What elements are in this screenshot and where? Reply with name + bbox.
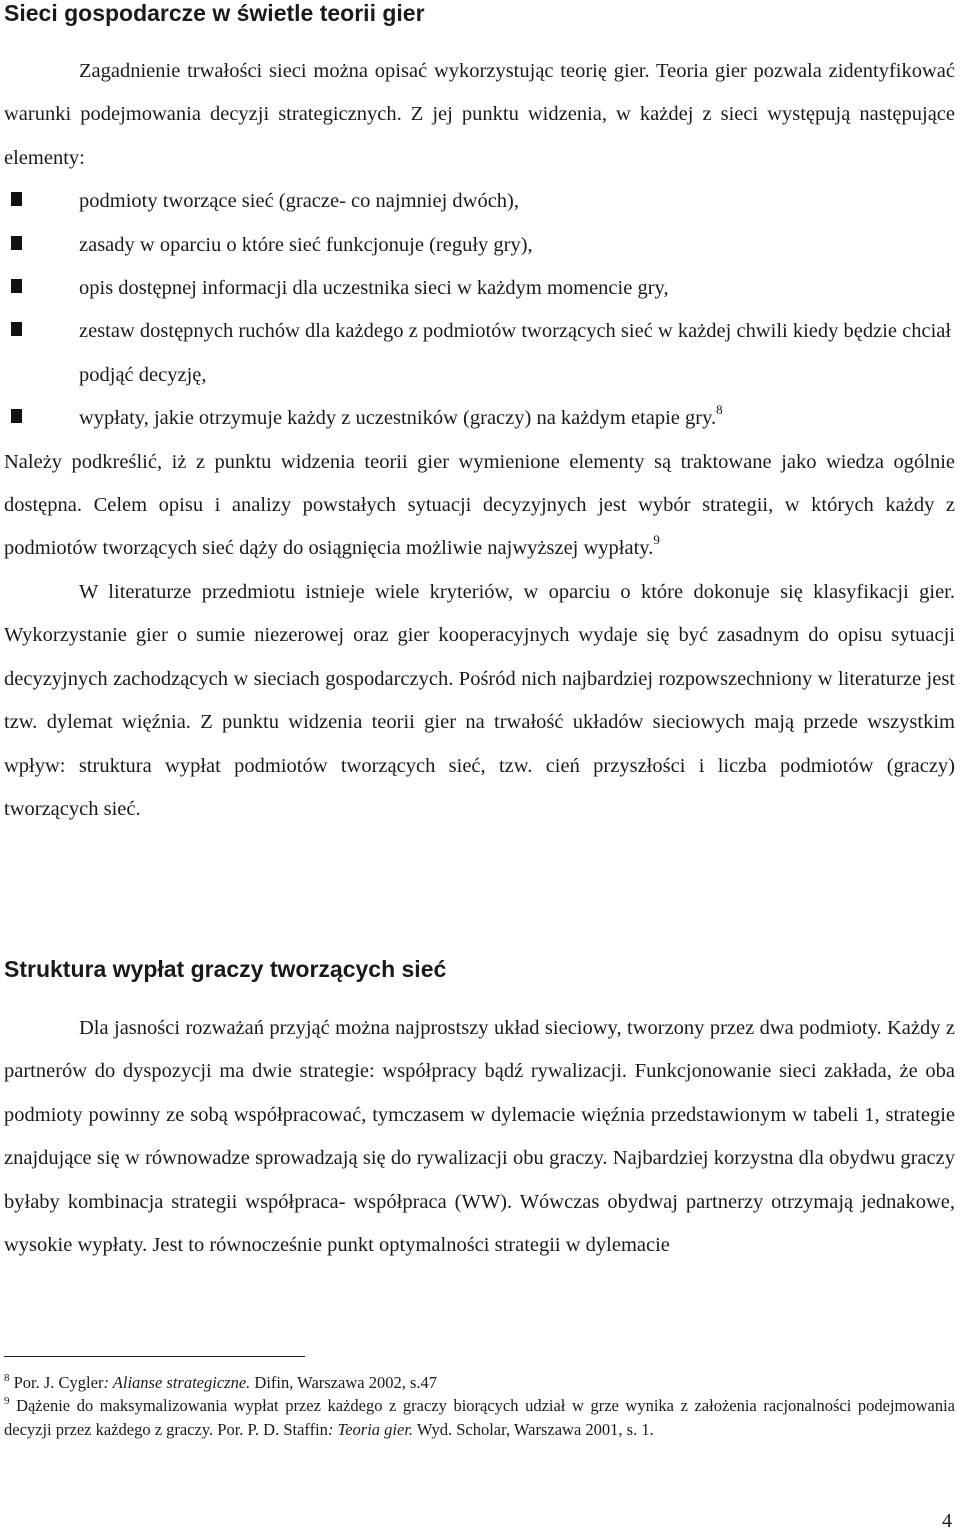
square-bullet-icon: [11, 322, 22, 336]
intro-paragraph: Zagadnienie trwałości sieci można opisać wykorzystując teorię gier. Teoria gier pozwala zidentyfikować warunki podejmowania decyzji strategicznych. Z jej punktu widzenia, w każdej z sieci występują następujące elementy:: [4, 60, 955, 169]
elements-list: [4, 180, 955, 440]
section-body-payoff-structure: [4, 1007, 955, 1267]
list-item: zestaw dostępnych ruchów dla każdego z podmiotów tworzących sieć w każdej chwili kiedy będzie chciał podjąć decyzję,: [4, 310, 955, 397]
list-item: zasady w oparciu o które sieć funkcjonuje (reguły gry),: [4, 224, 955, 267]
classification-paragraph: W literaturze przedmiotu istnieje wiele kryteriów, w oparciu o które dokonuje się klasyfikacji gier. Wykorzystanie gier o sumie niezerowej oraz gier kooperacyjnych wydaje się być zasadnym do opisu sytuacji decyzyjnych zachodzących w sieciach gospodarczych. Pośród nich najbardziej rozpowszechniony w literaturze jest tzw. dylemat więźnia. Z punktu widzenia teorii gier na trwałość układów sieciowych mają przede wszystkim wpływ: struktura wypłat podmiotów tworzących sieć, tzw. cień przyszłości i liczba podmiotów (graczy) tworzących sieć.: [4, 580, 955, 820]
square-bullet-icon: [11, 236, 22, 250]
payoff-paragraph: Dla jasności rozważań przyjąć można najprostszy układ sieciowy, tworzony przez dwa podmioty. Każdy z partnerów do dyspozycji ma dwie strategie: współpracy bądź rywalizacji. Funkcjonowanie sieci zakłada, że oba podmioty powinny ze sobą współpracować, tymczasem w dylemacie więźnia przedstawionym w tabeli 1, strategie znajdujące się w równowadze sprowadzają się do rywalizacji obu graczy. Najbardziej korzystna dla obydwu graczy byłaby kombinacja strategii współpraca- współpraca (WW). Wówczas obydwaj partnerzy otrzymają jednakowe, wysokie wypłaty. Jest to równocześnie punkt optymalności strategii w dylemacie: [4, 1017, 955, 1257]
footnote-ref-9[interactable]: 9: [653, 532, 660, 548]
page-number: 4: [942, 1510, 952, 1532]
footnote-ref-8[interactable]: 8: [716, 402, 723, 418]
section-heading-payoff-structure: Struktura wypłat graczy tworzących sieć: [4, 956, 447, 982]
footnote-8: $^8$ Por. J. Cygler: Alianse strategiczne. Difin, Warszawa 2002, s.47: [4, 1372, 437, 1392]
square-bullet-icon: [11, 192, 22, 206]
footnote-separator: [4, 1356, 305, 1357]
list-item: podmioty tworzące sieć (gracze- co najmniej dwóch),: [4, 180, 955, 223]
common-knowledge-paragraph: Należy podkreślić, iż z punktu widzenia teorii gier wymienione elementy są traktowane jako wiedza ogólnie dostępna. Celem opisu i analizy powstałych sytuacji decyzyjnych jest wybór strategii, w których każdy z podmiotów tworzących sieć dąży do osiągnięcia możliwie najwyższej wypłaty.$^9$: [4, 450, 955, 560]
list-item: wypłaty, jakie otrzymuje każdy z uczestników (graczy) na każdym etapie gry.$^8$: [4, 397, 955, 440]
section-heading-game-theory: Sieci gospodarcze w świetle teorii gier: [4, 0, 425, 26]
footnotes: [4, 1371, 955, 1441]
square-bullet-icon: [11, 409, 22, 423]
square-bullet-icon: [11, 279, 22, 293]
list-item: opis dostępnej informacji dla uczestnika sieci w każdym momencie gry,: [4, 267, 955, 310]
footnote-9: $^9$ Dążenie do maksymalizowania wypłat przez każdego z graczy biorących udział w grze wynika z założenia racjonalności podejmowania decyzji przez każdego z graczy. Por. P. D. Staffin: Teoria gier. Wyd. Scholar, Warszawa 2001, s. 1.: [4, 1395, 955, 1439]
section-body-game-theory: [4, 50, 955, 831]
